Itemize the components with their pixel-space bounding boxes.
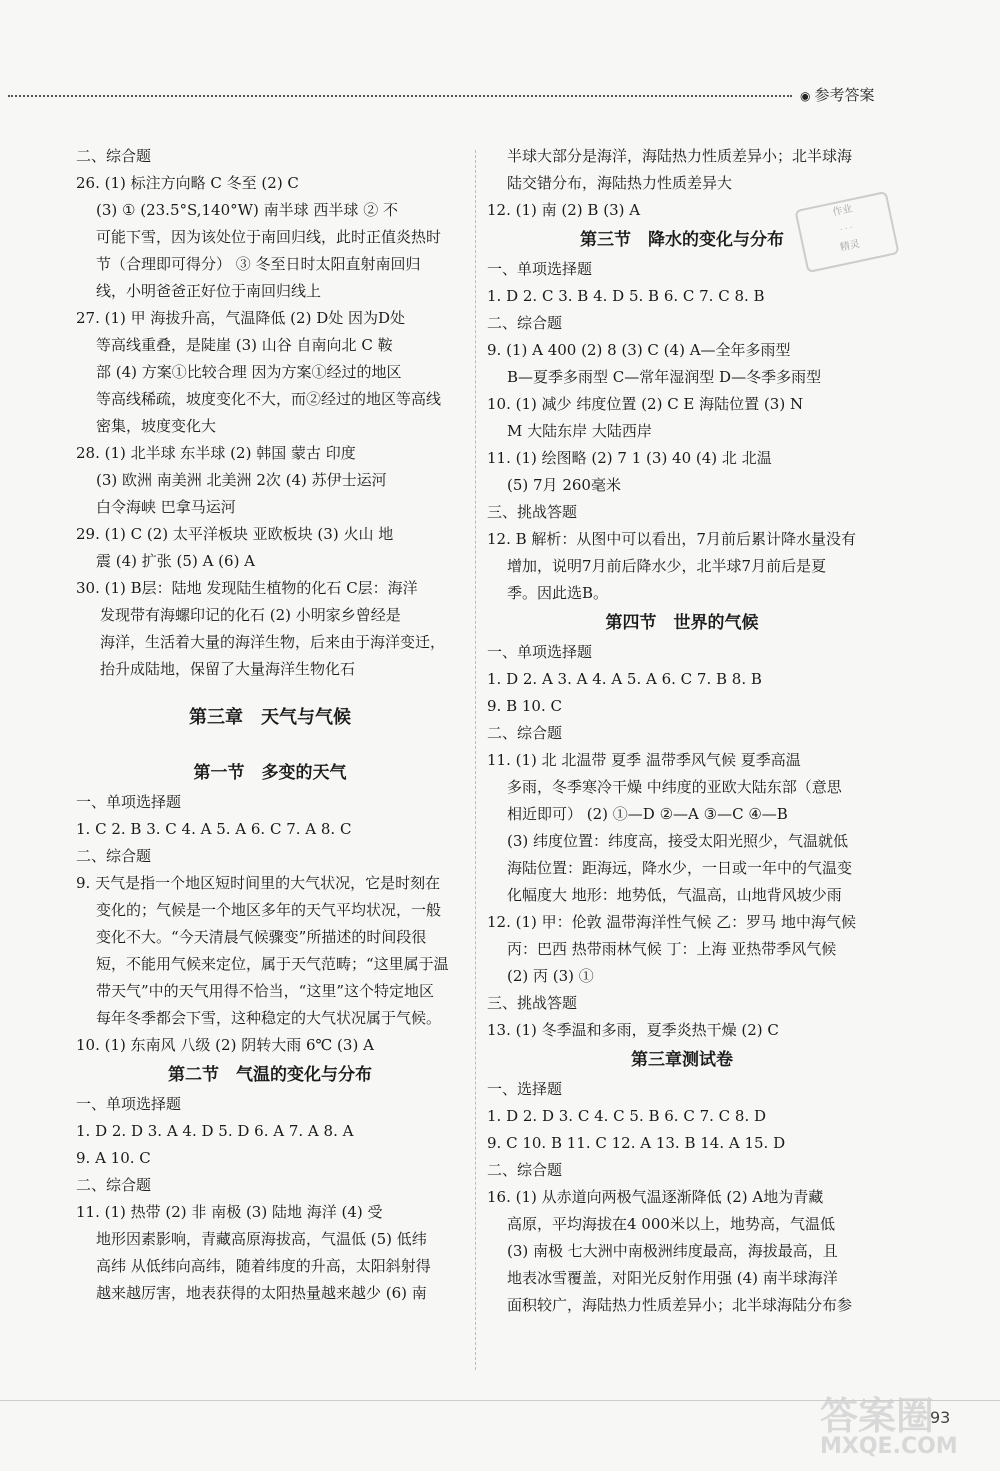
stamp-mark: · · · [839, 222, 854, 235]
answer-line: 带天气”中的天气用得不恰当，“这里”这个特定地区 [96, 982, 435, 1000]
section-heading: 二、综合题 [487, 1161, 563, 1179]
section-heading: 三、挑战答题 [487, 503, 578, 521]
answer-line: 增加，说明7月前后降水少，北半球7月前后是夏 [507, 557, 827, 575]
answer-line: 9. A 10. C [76, 1149, 151, 1167]
section-title: 第三节 降水的变化与分布 [580, 230, 784, 250]
section-heading: 二、综合题 [487, 724, 563, 742]
answer-line: 9. C 10. B 11. C 12. A 13. B 14. A 15. D [487, 1134, 786, 1152]
answer-line: 27. (1) 甲 海拔升高，气温降低 (2) D处 因为D处 [76, 309, 406, 327]
answer-line: 12. (1) 甲：伦敦 温带海洋性气候 乙：罗马 地中海气候 [487, 913, 856, 931]
left-column [76, 143, 464, 1307]
answer-line: 高原，平均海拔在4 000米以上，地势高，气温低 [507, 1215, 835, 1233]
answer-line: 11. (1) 北 北温带 夏季 温带季风气候 夏季高温 [487, 751, 801, 769]
answer-line: 化幅度大 地形：地势低，气温高，山地背风坡少雨 [507, 886, 842, 904]
answer-line: 节（合理即可得分） ③ 冬至日时太阳直射南回归 [96, 255, 421, 273]
answer-line: 抬升成陆地，保留了大量海洋生物化石 [100, 660, 356, 678]
answer-line: 9. (1) A 400 (2) 8 (3) C (4) A—全年多雨型 [487, 341, 791, 359]
answer-line: 等高线稀疏，坡度变化不大，而②经过的地区等高线 [96, 390, 442, 408]
answer-line: 11. (1) 热带 (2) 非 南极 (3) 陆地 海洋 (4) 受 [76, 1203, 383, 1221]
answer-line: 13. (1) 冬季温和多雨，夏季炎热干燥 (2) C [487, 1021, 779, 1039]
answer-line: 面积较广，海陆热力性质差异小；北半球海陆分布参 [507, 1296, 853, 1314]
watermark-line2: MXQE.COM [820, 1434, 958, 1459]
chapter-title: 第三章 天气与气候 [189, 707, 351, 728]
answer-line: 陆交错分布，海陆热力性质差异大 [507, 174, 733, 192]
right-column [487, 143, 877, 1319]
section-heading: 三、挑战答题 [487, 994, 578, 1012]
answer-line: 16. (1) 从赤道向两极气温逐渐降低 (2) A地为青藏 [487, 1188, 824, 1206]
section-heading: 一、单项选择题 [76, 1095, 182, 1113]
section-heading: 一、选择题 [487, 1080, 563, 1098]
answer-line: 变化不大。“今天清晨气候骤变”所描述的时间段很 [96, 928, 427, 946]
answer-line: 1. D 2. D 3. C 4. C 5. B 6. C 7. C 8. D [487, 1107, 767, 1125]
answer-line: 线，小明爸爸正好位于南回归线上 [96, 282, 322, 300]
answer-line: 变化的；气候是一个地区多年的天气平均状况，一般 [96, 901, 442, 919]
answer-line: (3) 纬度位置：纬度高，接受太阳光照少，气温就低 [507, 832, 849, 850]
answer-line: 地形因素影响，青藏高原海拔高，气温低 (5) 低纬 [96, 1230, 427, 1248]
section-heading: 二、综合题 [76, 1176, 152, 1194]
header-dotted-rule [8, 95, 792, 97]
section-title: 第二节 气温的变化与分布 [168, 1065, 372, 1085]
answer-line: 11. (1) 绘图略 (2) 7 1 (3) 40 (4) 北 北温 [487, 449, 772, 467]
answer-line: 短，不能用气候来定位，属于天气范畴；“这里属于温 [96, 955, 449, 973]
answer-line: 发现带有海螺印记的化石 (2) 小明家乡曾经是 [100, 606, 401, 624]
column-divider [475, 150, 476, 1370]
answer-line: 白令海峡 巴拿马运河 [96, 498, 236, 516]
answer-line: B—夏季多雨型 C—常年湿润型 D—冬季多雨型 [507, 368, 822, 386]
answer-line: 海洋，生活着大量的海洋生物，后来由于海洋变迁， [100, 633, 446, 651]
answer-line: 等高线重叠，是陡崖 (3) 山谷 自南向北 C 鞍 [96, 336, 393, 354]
answer-line: 地表冰雪覆盖，对阳光反射作用强 (4) 南半球海洋 [507, 1269, 838, 1287]
answer-line: 29. (1) C (2) 太平洋板块 亚欧板块 (3) 火山 地 [76, 525, 394, 543]
answer-line: 26. (1) 标注方向略 C 冬至 (2) C [76, 174, 299, 192]
answer-line: 12. (1) 南 (2) B (3) A [487, 201, 641, 219]
answer-line: 半球大部分是海洋，海陆热力性质差异小；北半球海 [507, 147, 853, 165]
section-title: 第三章测试卷 [631, 1050, 733, 1070]
answer-line: 高纬 从低纬向高纬，随着纬度的升高，太阳斜射得 [96, 1257, 431, 1275]
answer-line: 9. B 10. C [487, 697, 562, 715]
answer-line: 海陆位置：距海远，降水少，一日或一年中的气温变 [507, 859, 853, 877]
answer-line: 季。因此选B。 [507, 584, 609, 602]
answer-line: 相近即可） (2) ①—D ②—A ③—C ④—B [507, 805, 788, 823]
answer-line: 1. D 2. D 3. A 4. D 5. D 6. A 7. A 8. A [76, 1122, 354, 1140]
answer-line: 密集，坡度变化大 [96, 417, 217, 435]
section-heading: 二、综合题 [76, 847, 152, 865]
answer-line: 1. D 2. C 3. B 4. D 5. B 6. C 7. C 8. B [487, 287, 765, 305]
answer-line: 部 (4) 方案①比较合理 因为方案①经过的地区 [96, 363, 402, 381]
section-heading: 一、单项选择题 [487, 260, 593, 278]
answer-line: M 大陆东岸 大陆西岸 [507, 422, 652, 440]
header-text: 参考答案 [814, 86, 875, 104]
answer-line: 10. (1) 东南风 八级 (2) 阴转大雨 6℃ (3) A [76, 1036, 374, 1054]
section-heading: 一、单项选择题 [487, 643, 593, 661]
answer-line: 每年冬季都会下雪，这种稳定的大气状况属于气候。 [96, 1009, 442, 1027]
section-title: 第一节 多变的天气 [193, 763, 347, 783]
answer-line: 28. (1) 北半球 东半球 (2) 韩国 蒙古 印度 [76, 444, 356, 462]
watermark-line1: 答案圈 [820, 1394, 935, 1438]
section-heading: 二、综合题 [76, 147, 152, 165]
stamp-line1: 作业 [831, 203, 854, 219]
answer-line: 10. (1) 减少 纬度位置 (2) C E 海陆位置 (3) N [487, 395, 804, 413]
answer-line: (2) 丙 (3) ① [507, 967, 594, 985]
bullet-icon: ◉ [800, 89, 811, 103]
answer-line: 多雨，冬季寒冷干燥 中纬度的亚欧大陆东部（意思 [507, 778, 842, 796]
section-heading: 二、综合题 [487, 314, 563, 332]
answer-line: (5) 7月 260毫米 [507, 476, 621, 494]
answer-line: 可能下雪，因为该处位于南回归线，此时正值炎热时 [96, 228, 442, 246]
section-heading: 一、单项选择题 [76, 793, 182, 811]
answer-line: 12. B 解析：从图中可以看出，7月前后累计降水量没有 [487, 530, 856, 548]
stamp-line2: 精灵 [839, 238, 861, 254]
answer-line: (3) 南极 七大洲中南极洲纬度最高，海拔最高，且 [507, 1242, 838, 1260]
answer-line: 震 (4) 扩张 (5) A (6) A [96, 552, 256, 570]
answer-line: (3) ① (23.5°S,140°W) 南半球 西半球 ② 不 [96, 201, 398, 219]
section-title: 第四节 世界的气候 [605, 613, 759, 633]
answer-line: 1. C 2. B 3. C 4. A 5. A 6. C 7. A 8. C [76, 820, 352, 838]
answer-line: 越来越厉害，地表获得的太阳热量越来越少 (6) 南 [96, 1284, 427, 1302]
page-number: 93 [930, 1408, 951, 1427]
answer-line: 30. (1) B层：陆地 发现陆生植物的化石 C层：海洋 [76, 579, 418, 597]
answer-line: 丙：巴西 热带雨林气候 丁：上海 亚热带季风气候 [507, 940, 837, 958]
answer-line: (3) 欧洲 南美洲 北美洲 2次 (4) 苏伊士运河 [96, 471, 387, 489]
header-label [800, 84, 875, 105]
answer-line: 9. 天气是指一个地区短时间里的大气状况，它是时刻在 [76, 874, 441, 892]
answer-line: 1. D 2. A 3. A 4. A 5. A 6. C 7. B 8. B [487, 670, 762, 688]
